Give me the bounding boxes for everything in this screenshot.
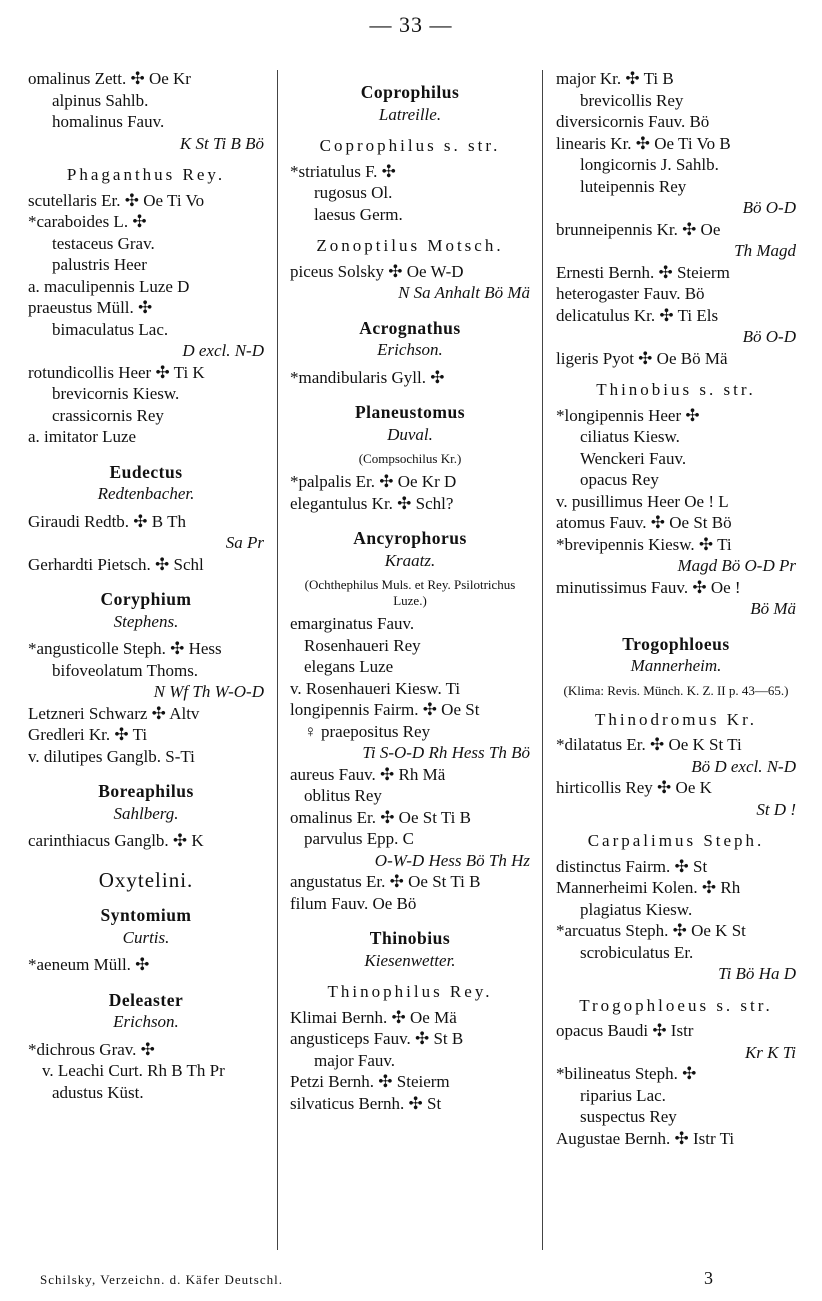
genus-author: Erichson. (113, 1012, 179, 1031)
species-entry: opacus Rey (580, 470, 659, 489)
species-entry: Mannerheimi Kolen. ✣ Rh (556, 878, 741, 897)
species-entry: *palpalis Er. ✣ Oe Kr D (290, 472, 457, 491)
distribution-line: Ti S-O-D Rh Hess Th Bö (362, 743, 530, 762)
genus-heading: Planeustomus (354, 402, 466, 422)
species-entry: oblitus Rey (304, 786, 382, 805)
species-entry: omalinus Zett. ✣ Oe Kr (28, 69, 191, 88)
distribution-line: K St Ti B Bö (179, 133, 264, 153)
species-entry: ligeris Pyot ✣ Oe Bö Mä (556, 348, 728, 368)
species-entry: crassicornis Rey (52, 405, 164, 425)
species-entry: minutissimus Fauv. ✣ Oe ! (556, 577, 741, 597)
subgenus-heading: Coprophilus s. str. (319, 136, 501, 155)
species-entry: suspectus Rey (580, 1107, 677, 1126)
species-entry: *dichrous Grav. ✣ (28, 1039, 155, 1059)
species-entry: hirticollis Rey ✣ Oe K (556, 778, 712, 797)
genus-heading: Ancyrophorus (353, 528, 467, 548)
species-entry: adustus Küst. (52, 1082, 144, 1102)
species-entry: *arcuatus Steph. ✣ Oe K St (556, 921, 746, 940)
species-entry: bimaculatus Lac. (52, 319, 169, 339)
genus-heading: Thinobius (369, 928, 451, 948)
species-entry: delicatulus Kr. ✣ Ti Els (556, 305, 719, 325)
distribution-line: Ti Bö Ha D (718, 964, 796, 983)
species-entry: v. Leachi Curt. Rh B Th Pr (42, 1061, 225, 1080)
species-entry: emarginatus Fauv. (290, 614, 415, 633)
species-entry: elegantulus Kr. ✣ Schl? (290, 493, 454, 513)
genus-author: Erichson. (377, 340, 443, 359)
species-entry: heterogaster Fauv. Bö (556, 284, 705, 303)
species-entry: *mandibularis Gyll. ✣ (290, 367, 445, 387)
genus-author: Redtenbacher. (97, 484, 195, 503)
species-entry: riparius Lac. (580, 1085, 666, 1105)
subgenus-heading: Zonoptilus Motsch. (316, 236, 504, 255)
species-entry: ciliatus Kiesw. (580, 427, 680, 446)
species-entry: homalinus Fauv. (52, 112, 165, 131)
subgenus-heading: Trogophloeus s. str. (579, 995, 773, 1015)
synonym-note: (Compsochilus Kr.) (358, 451, 462, 466)
genus-heading: Syntomium (100, 905, 192, 925)
species-entry: palustris Heer (52, 255, 147, 274)
footer-signature: 3 (704, 1268, 713, 1288)
species-entry: Rosenhaueri Rey (304, 635, 421, 655)
genus-heading: Coryphium (100, 589, 192, 609)
column-right (556, 68, 796, 1149)
species-entry: opacus Baudi ✣ Istr (556, 1021, 694, 1040)
page-number: — 33 — (369, 12, 453, 37)
species-entry: Gerhardti Pietsch. ✣ Schl (28, 554, 204, 574)
distribution-line: O-W-D Hess Bö Th Hz (374, 850, 530, 870)
species-entry: scrobiculatus Er. (580, 942, 694, 962)
species-entry: *caraboides L. ✣ (28, 212, 147, 231)
species-entry: testaceus Grav. (52, 233, 155, 253)
distribution-line: St D ! (756, 799, 796, 819)
genus-heading: Acrognathus (359, 317, 461, 338)
tribe-heading: Oxytelini. (98, 867, 194, 892)
subgenus-heading: Thinodromus Kr. (594, 709, 758, 729)
species-entry: rugosus Ol. (314, 183, 393, 202)
distribution-line: Bö Mä (750, 599, 796, 618)
species-entry: v. dilutipes Ganglb. S-Ti (28, 746, 195, 766)
genus-author: Kiesenwetter. (364, 950, 456, 970)
footer-citation: Schilsky, Verzeichn. d. Käfer Deutschl. (40, 1272, 283, 1287)
subgenus-heading: Thinophilus Rey. (327, 982, 493, 1001)
genus-heading: Eudectus (109, 461, 183, 482)
species-entry: major Fauv. (314, 1050, 396, 1070)
genus-author: Stephens. (113, 611, 179, 631)
species-entry: a. maculipennis Luze D (28, 276, 190, 296)
species-entry: brunneipennis Kr. ✣ Oe (556, 219, 721, 239)
species-entry: linearis Kr. ✣ Oe Ti Vo B (556, 133, 731, 153)
genus-heading: Trogophloeus (622, 633, 730, 654)
distribution-line: N Sa Anhalt Bö Mä (398, 283, 530, 302)
distribution-line: Bö O-D (742, 198, 796, 217)
column-divider-right (542, 70, 543, 1250)
species-entry: ♀ praepositus Rey (304, 721, 431, 741)
genus-author: Kraatz. (384, 550, 436, 570)
species-entry: luteipennis Rey (580, 176, 687, 196)
species-entry: Klimai Bernh. ✣ Oe Mä (290, 1007, 457, 1027)
species-entry: *bilineatus Steph. ✣ (556, 1064, 697, 1083)
species-entry: *dilatatus Er. ✣ Oe K St Ti (556, 735, 742, 754)
species-entry: diversicornis Fauv. Bö (556, 112, 710, 131)
distribution-line: Kr K Ti (744, 1042, 796, 1062)
species-entry: *longipennis Heer ✣ (556, 405, 700, 425)
distribution-line: Bö D excl. N-D (691, 756, 796, 776)
species-entry: omalinus Er. ✣ Oe St Ti B (290, 807, 471, 827)
column-middle (290, 68, 530, 1114)
genus-heading: Boreaphilus (98, 781, 194, 801)
species-entry: scutellaris Er. ✣ Oe Ti Vo (28, 190, 205, 210)
species-entry: Ernesti Bernh. ✣ Steierm (556, 262, 730, 282)
synonym-note: (Ochthephilus Muls. et Rey. Psilotrichus Luze.) (304, 577, 516, 608)
species-entry: v. Rosenhaueri Kiesw. Ti (290, 678, 461, 698)
species-entry: v. pusillimus Heer Oe ! L (556, 491, 729, 511)
species-entry: major Kr. ✣ Ti B (556, 69, 674, 88)
distribution-line: Sa Pr (225, 533, 264, 552)
species-entry: Letzneri Schwarz ✣ Altv (28, 703, 200, 723)
species-entry: praeustus Müll. ✣ (28, 298, 153, 317)
species-entry: Petzi Bernh. ✣ Steierm (290, 1072, 450, 1091)
species-entry: Wenckeri Fauv. (580, 448, 687, 468)
species-entry: brevicollis Rey (580, 90, 684, 110)
species-entry: longipennis Fairm. ✣ Oe St (290, 700, 480, 719)
species-entry: *striatulus F. ✣ (290, 161, 396, 181)
column-divider-left (277, 70, 278, 1250)
distribution-line: Th Magd (734, 241, 796, 260)
species-entry: brevicornis Kiesw. (52, 384, 180, 403)
distribution-line: Bö O-D (742, 327, 796, 346)
species-entry: alpinus Sahlb. (52, 90, 149, 110)
distribution-line: D excl. N-D (182, 341, 264, 360)
species-entry: atomus Fauv. ✣ Oe St Bö (556, 513, 732, 532)
species-entry: longicornis J. Sahlb. (580, 155, 719, 174)
distribution-line: Magd Bö O-D Pr (677, 556, 796, 575)
species-entry: aureus Fauv. ✣ Rh Mä (290, 764, 446, 784)
species-entry: *aeneum Müll. ✣ (28, 955, 150, 974)
species-entry: *brevipennis Kiesw. ✣ Ti (556, 534, 732, 554)
species-entry: angustatus Er. ✣ Oe St Ti B (290, 872, 481, 891)
genus-author: Mannerheim. (630, 656, 722, 675)
genus-author: Latreille. (378, 104, 442, 124)
species-entry: piceus Solsky ✣ Oe W-D (290, 261, 464, 281)
genus-author: Sahlberg. (113, 803, 179, 823)
species-entry: parvulus Epp. C (304, 829, 415, 848)
species-entry: silvaticus Bernh. ✣ St (290, 1093, 442, 1113)
subgenus-heading: Phaganthus Rey. (66, 165, 226, 184)
species-entry: plagiatus Kiesw. (580, 899, 693, 919)
species-entry: rotundicollis Heer ✣ Ti K (28, 362, 205, 382)
genus-heading: Deleaster (108, 989, 184, 1010)
species-entry: *angusticolle Steph. ✣ Hess (28, 639, 222, 658)
subgenus-heading: Carpalimus Steph. (587, 831, 765, 850)
genus-heading: Coprophilus (360, 82, 460, 102)
species-entry: Giraudi Redtb. ✣ B Th (28, 511, 186, 531)
species-entry: filum Fauv. Oe Bö (290, 893, 417, 913)
genus-author: Duval. (387, 424, 433, 444)
species-entry: carinthiacus Ganglb. ✣ K (28, 831, 204, 850)
synonym-note: (Klima: Revis. Münch. K. Z. II p. 43—65.) (563, 682, 789, 698)
column-left (28, 68, 264, 1103)
species-entry: bifoveolatum Thoms. (52, 660, 199, 680)
species-entry: Augustae Bernh. ✣ Istr Ti (556, 1128, 735, 1148)
species-entry: elegans Luze (304, 657, 394, 676)
species-entry: Gredleri Kr. ✣ Ti (28, 725, 148, 744)
species-entry: laesus Germ. (314, 204, 403, 224)
species-entry: angusticeps Fauv. ✣ St B (290, 1029, 464, 1048)
subgenus-heading: Thinobius s. str. (596, 380, 756, 399)
species-entry: a. imitator Luze (28, 427, 137, 446)
genus-author: Curtis. (122, 927, 170, 947)
distribution-line: N Wf Th W-O-D (153, 682, 264, 701)
species-entry: distinctus Fairm. ✣ St (556, 856, 708, 876)
